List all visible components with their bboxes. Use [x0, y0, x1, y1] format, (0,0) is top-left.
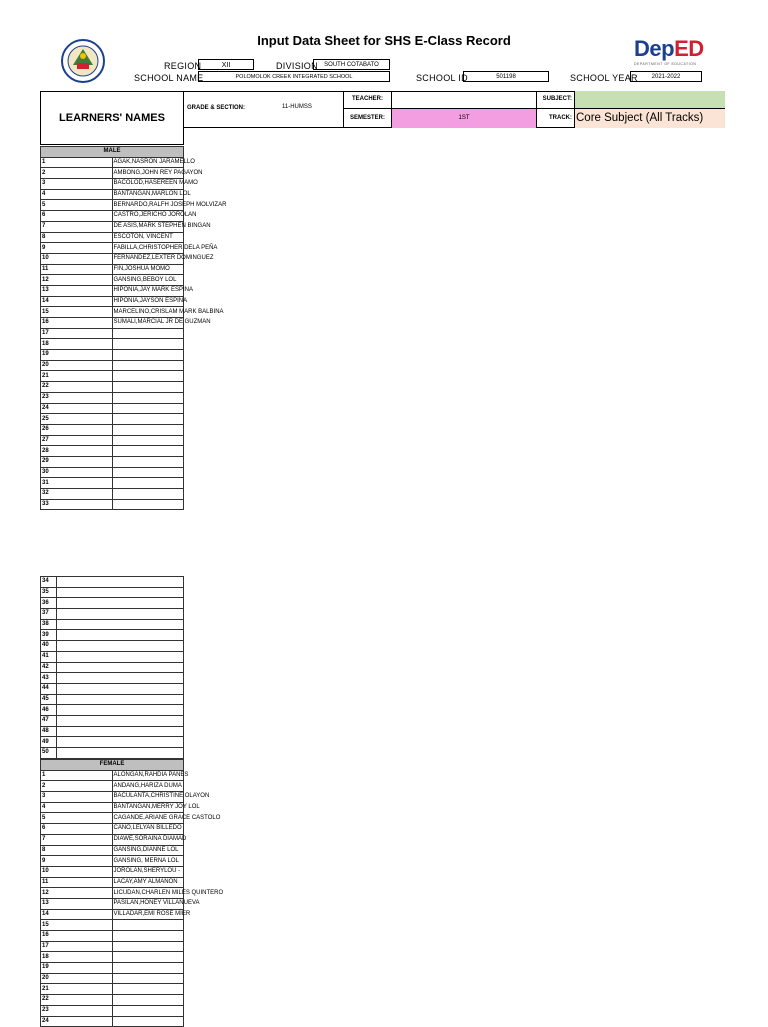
row-number: 25	[41, 414, 113, 425]
table-row	[41, 179, 184, 190]
track-field[interactable]: Core Subject (All Tracks)	[574, 109, 725, 128]
row-number: 1	[41, 157, 113, 168]
learner-name-cell[interactable]	[112, 403, 184, 414]
learner-name-cell[interactable]	[57, 662, 184, 673]
row-number: 48	[41, 726, 57, 737]
row-number: 22	[41, 382, 113, 393]
row-number: 13	[41, 285, 113, 296]
table-row	[41, 446, 184, 457]
table-row	[41, 813, 184, 824]
row-number: 21	[41, 371, 113, 382]
learner-name-cell[interactable]: AGAK,NASRON JARAMELLO	[112, 157, 184, 168]
learner-name-cell[interactable]	[112, 952, 184, 963]
row-number: 47	[41, 715, 57, 726]
table-row	[41, 726, 184, 737]
table-row	[41, 802, 184, 813]
teacher-field[interactable]	[391, 91, 536, 109]
learner-name-cell[interactable]: LICUDAN,CHARLEN MILES QUINTERO	[112, 888, 184, 899]
teacher-label: TEACHER:	[343, 91, 391, 109]
learner-name-cell[interactable]: CASTRO,JERICHO JOROLAN	[112, 211, 184, 222]
table-row	[41, 737, 184, 748]
region-field[interactable]: XII	[198, 59, 254, 70]
table-row	[41, 577, 184, 588]
table-row	[41, 243, 184, 254]
learner-name-cell[interactable]: GANSING, MERNA LOL	[112, 856, 184, 867]
learner-name-cell[interactable]: BANTANGAN,MARLON LOL	[112, 189, 184, 200]
male-learners-table	[40, 146, 227, 510]
table-row	[41, 360, 184, 371]
table-row	[41, 673, 184, 684]
learner-name-cell[interactable]	[112, 1016, 184, 1027]
table-row	[41, 467, 184, 478]
table-row	[41, 694, 184, 705]
row-number: 17	[41, 941, 113, 952]
deped-seal-icon	[57, 37, 109, 90]
row-number: 12	[41, 888, 113, 899]
row-number: 22	[41, 995, 113, 1006]
row-number: 23	[41, 1005, 113, 1016]
table-row	[41, 931, 184, 942]
row-number: 10	[41, 253, 113, 264]
row-number: 3	[41, 792, 113, 803]
learner-name-cell[interactable]: GANSING,DIANNE LOL	[112, 845, 184, 856]
table-row	[41, 609, 184, 620]
learner-name-cell[interactable]	[112, 414, 184, 425]
row-number: 4	[41, 189, 113, 200]
learner-name-cell[interactable]: FIN,JOSHUA MOMO	[112, 264, 184, 275]
table-row	[41, 834, 184, 845]
table-row	[41, 781, 184, 792]
table-row	[41, 598, 184, 609]
school-name-field[interactable]: POLOMOLOK CREEK INTEGRATED SCHOOL	[198, 71, 390, 82]
row-number: 29	[41, 456, 113, 467]
table-row	[41, 963, 184, 974]
row-number: 43	[41, 673, 57, 684]
table-row	[41, 856, 184, 867]
row-number: 14	[41, 296, 113, 307]
learner-name-cell[interactable]	[112, 382, 184, 393]
row-number: 30	[41, 467, 113, 478]
division-field[interactable]: SOUTH COTABATO	[313, 59, 390, 70]
track-label: TRACK:	[536, 109, 574, 128]
row-number: 5	[41, 813, 113, 824]
table-row	[41, 941, 184, 952]
learner-name-cell[interactable]	[112, 360, 184, 371]
learner-name-cell[interactable]	[112, 973, 184, 984]
learner-name-cell[interactable]: FERNANDEZ,LEXTER DOMINGUEZ	[112, 253, 184, 264]
row-number: 9	[41, 856, 113, 867]
grade-section-label: GRADE & SECTION:	[187, 105, 246, 111]
row-number: 33	[41, 499, 113, 510]
learner-name-cell[interactable]: LACAY,AMY ALMANON	[112, 877, 184, 888]
row-number: 11	[41, 877, 113, 888]
row-number: 20	[41, 360, 113, 371]
row-number: 2	[41, 781, 113, 792]
table-row	[41, 984, 184, 995]
semester-field[interactable]: 1ST	[391, 109, 536, 128]
learner-name-cell[interactable]: BERNARDO,RALFH JOSEPH MOLVIZAR	[112, 200, 184, 211]
table-row	[41, 877, 184, 888]
row-number: 41	[41, 651, 57, 662]
row-number: 1	[41, 770, 113, 781]
table-row	[41, 489, 184, 500]
learner-name-cell[interactable]: DE ASIS,MARK STEPHEN BINGAN	[112, 221, 184, 232]
learner-name-cell[interactable]: BANTANGAN,MERRY JOY LOL	[112, 802, 184, 813]
learner-name-cell[interactable]	[112, 456, 184, 467]
male-section-header: MALE	[41, 147, 184, 158]
table-row	[41, 651, 184, 662]
region-label: REGION	[164, 61, 202, 71]
table-row	[41, 339, 184, 350]
learner-name-cell[interactable]	[57, 737, 184, 748]
subject-field[interactable]	[574, 91, 725, 109]
table-row	[41, 866, 184, 877]
learner-name-cell[interactable]	[57, 715, 184, 726]
school-name-label: SCHOOL NAME	[134, 73, 204, 83]
table-row	[41, 920, 184, 931]
learner-name-cell[interactable]	[112, 478, 184, 489]
row-number: 32	[41, 489, 113, 500]
table-row	[41, 382, 184, 393]
learner-name-cell[interactable]: BACULANTA,CHRISTINE OLAYON	[112, 792, 184, 803]
learner-name-cell[interactable]	[57, 619, 184, 630]
learner-name-cell[interactable]	[112, 435, 184, 446]
table-row	[41, 307, 184, 318]
learner-name-cell[interactable]	[57, 726, 184, 737]
learner-name-cell[interactable]: PASILAN,HONEY VILLANUEVA	[112, 898, 184, 909]
grade-section-value[interactable]: 11-HUMSS	[282, 104, 312, 110]
learner-name-cell[interactable]	[57, 641, 184, 652]
learner-name-cell[interactable]	[112, 392, 184, 403]
table-row	[41, 157, 184, 168]
learner-name-cell[interactable]	[112, 931, 184, 942]
learner-name-cell[interactable]	[57, 577, 184, 588]
learner-name-cell[interactable]	[112, 920, 184, 931]
table-row	[41, 296, 184, 307]
table-row	[41, 587, 184, 598]
school-year-label: SCHOOL YEAR	[570, 73, 638, 83]
row-number: 35	[41, 587, 57, 598]
table-row	[41, 403, 184, 414]
row-number: 36	[41, 598, 57, 609]
learner-name-cell[interactable]	[57, 598, 184, 609]
row-number: 5	[41, 200, 113, 211]
learner-name-cell[interactable]: MARCELINO,CRISLAM MARK BALBINA	[112, 307, 184, 318]
row-number: 8	[41, 845, 113, 856]
learner-name-cell[interactable]: JOROLAN,SHERYLOU -	[112, 866, 184, 877]
learner-name-cell[interactable]	[57, 609, 184, 620]
row-number: 21	[41, 984, 113, 995]
table-row	[41, 168, 184, 179]
table-row	[41, 499, 184, 510]
table-row	[41, 705, 184, 716]
row-number: 24	[41, 1016, 113, 1027]
learner-name-cell[interactable]	[112, 371, 184, 382]
row-number: 39	[41, 630, 57, 641]
row-number: 50	[41, 748, 57, 759]
learner-name-cell[interactable]	[57, 748, 184, 759]
table-row	[41, 456, 184, 467]
subject-label: SUBJECT:	[536, 91, 574, 109]
learner-name-cell[interactable]	[57, 630, 184, 641]
learner-name-cell[interactable]	[57, 705, 184, 716]
learner-name-cell[interactable]	[57, 651, 184, 662]
row-number: 37	[41, 609, 57, 620]
table-row	[41, 264, 184, 275]
learner-name-cell[interactable]: CAGANDE,ARIANE GRACE CASTOLO	[112, 813, 184, 824]
table-row	[41, 770, 184, 781]
logo-subtitle: DEPARTMENT OF EDUCATION	[634, 62, 697, 66]
row-number: 49	[41, 737, 57, 748]
row-number: 6	[41, 211, 113, 222]
row-number: 11	[41, 264, 113, 275]
row-number: 16	[41, 318, 113, 329]
learner-name-cell[interactable]	[112, 941, 184, 952]
row-number: 38	[41, 619, 57, 630]
learner-name-cell[interactable]	[112, 963, 184, 974]
row-number: 34	[41, 577, 57, 588]
row-number: 4	[41, 802, 113, 813]
table-row	[41, 824, 184, 835]
table-row	[41, 350, 184, 361]
row-number: 19	[41, 963, 113, 974]
table-row	[41, 973, 184, 984]
learner-name-cell[interactable]	[112, 446, 184, 457]
row-number: 12	[41, 275, 113, 286]
table-row	[41, 371, 184, 382]
row-number: 44	[41, 683, 57, 694]
row-number: 28	[41, 446, 113, 457]
row-number: 18	[41, 339, 113, 350]
learner-name-cell[interactable]: VILLADAR,EMI ROSE MIER	[112, 909, 184, 920]
row-number: 40	[41, 641, 57, 652]
table-row	[41, 221, 184, 232]
row-number: 9	[41, 243, 113, 254]
table-row	[41, 275, 184, 286]
learner-name-cell[interactable]: ALONGAN,RAHDIA PANES	[112, 770, 184, 781]
deped-logo	[634, 36, 704, 66]
row-number: 15	[41, 920, 113, 931]
table-row	[41, 189, 184, 200]
learner-name-cell[interactable]	[57, 683, 184, 694]
row-number: 15	[41, 307, 113, 318]
learner-name-cell[interactable]	[112, 467, 184, 478]
learner-name-cell[interactable]	[112, 1005, 184, 1016]
learner-name-cell[interactable]	[57, 587, 184, 598]
page-title: Input Data Sheet for SHS E-Class Record	[257, 33, 511, 48]
learner-name-cell[interactable]	[112, 984, 184, 995]
row-number: 26	[41, 424, 113, 435]
row-number: 19	[41, 350, 113, 361]
learner-name-cell[interactable]: BACOLOD,HASEREEN MAMO	[112, 179, 184, 190]
learner-name-cell[interactable]: HIPONIA,JAY MARK ESPINA	[112, 285, 184, 296]
learners-names-label: LEARNERS' NAMES	[59, 112, 165, 124]
learner-name-cell[interactable]: SUMALI,MARCIAL JR DE GUZMAN	[112, 318, 184, 329]
learner-name-cell[interactable]	[112, 499, 184, 510]
school-year-field[interactable]: 2021-2022	[630, 71, 702, 82]
learner-name-cell[interactable]	[57, 694, 184, 705]
school-id-label: SCHOOL ID	[416, 73, 468, 83]
learner-name-cell[interactable]: ANDANG,HARIZA DUMA	[112, 781, 184, 792]
table-row	[41, 662, 184, 673]
table-row	[41, 995, 184, 1006]
table-row	[41, 1005, 184, 1016]
learner-name-cell[interactable]	[112, 350, 184, 361]
semester-label: SEMESTER:	[343, 109, 391, 128]
learner-name-cell[interactable]: DIAWE,SORAINA DIAMAD	[112, 834, 184, 845]
table-row	[41, 888, 184, 899]
table-row	[41, 211, 184, 222]
learner-name-cell[interactable]: AMBONG,JOHN REY PAGAYON	[112, 168, 184, 179]
table-row	[41, 253, 184, 264]
row-number: 2	[41, 168, 113, 179]
table-row	[41, 1016, 184, 1027]
learners-names-header	[40, 91, 184, 145]
row-number: 46	[41, 705, 57, 716]
female-learners-table	[40, 759, 224, 1027]
row-number: 17	[41, 328, 113, 339]
school-id-field[interactable]: 501198	[463, 71, 549, 82]
table-row	[41, 792, 184, 803]
table-row	[41, 898, 184, 909]
learner-name-cell[interactable]	[112, 424, 184, 435]
table-row	[41, 328, 184, 339]
learner-name-cell[interactable]: GANSING,BEBOY LOL	[112, 275, 184, 286]
table-row	[41, 424, 184, 435]
table-row	[41, 392, 184, 403]
learner-name-cell[interactable]	[112, 489, 184, 500]
row-number: 7	[41, 834, 113, 845]
table-row	[41, 748, 184, 759]
row-number: 45	[41, 694, 57, 705]
learner-name-cell[interactable]: HIPONIA,JAYSON ESPINA	[112, 296, 184, 307]
row-number: 23	[41, 392, 113, 403]
table-row	[41, 318, 184, 329]
logo-text-ed: ED	[674, 36, 704, 61]
table-row	[41, 435, 184, 446]
learner-name-cell[interactable]	[57, 673, 184, 684]
row-number: 18	[41, 952, 113, 963]
table-row	[41, 715, 184, 726]
female-section-header: FEMALE	[41, 760, 184, 771]
row-number: 20	[41, 973, 113, 984]
row-number: 10	[41, 866, 113, 877]
learner-name-cell[interactable]: ESCOTON, VINCENT	[112, 232, 184, 243]
row-number: 13	[41, 898, 113, 909]
division-label: DIVISION	[276, 61, 318, 71]
table-row	[41, 845, 184, 856]
row-number: 31	[41, 478, 113, 489]
male-learners-table-continued	[40, 576, 184, 759]
row-number: 3	[41, 179, 113, 190]
table-row	[41, 909, 184, 920]
table-row	[41, 641, 184, 652]
table-row	[41, 683, 184, 694]
learner-name-cell[interactable]	[112, 328, 184, 339]
table-row	[41, 232, 184, 243]
row-number: 42	[41, 662, 57, 673]
row-number: 27	[41, 435, 113, 446]
learner-name-cell[interactable]	[112, 995, 184, 1006]
logo-text-dep: Dep	[634, 36, 675, 61]
row-number: 7	[41, 221, 113, 232]
learner-name-cell[interactable]: CANO,LELYAN BILLEDO	[112, 824, 184, 835]
table-row	[41, 285, 184, 296]
table-row	[41, 200, 184, 211]
row-number: 24	[41, 403, 113, 414]
table-row	[41, 630, 184, 641]
table-row	[41, 952, 184, 963]
learner-name-cell[interactable]: FABILLA,CHRISTOPHER DELA PEÑA	[112, 243, 184, 254]
table-row	[41, 478, 184, 489]
row-number: 14	[41, 909, 113, 920]
learner-name-cell[interactable]	[112, 339, 184, 350]
row-number: 8	[41, 232, 113, 243]
table-row	[41, 619, 184, 630]
row-number: 16	[41, 931, 113, 942]
table-row	[41, 414, 184, 425]
row-number: 6	[41, 824, 113, 835]
